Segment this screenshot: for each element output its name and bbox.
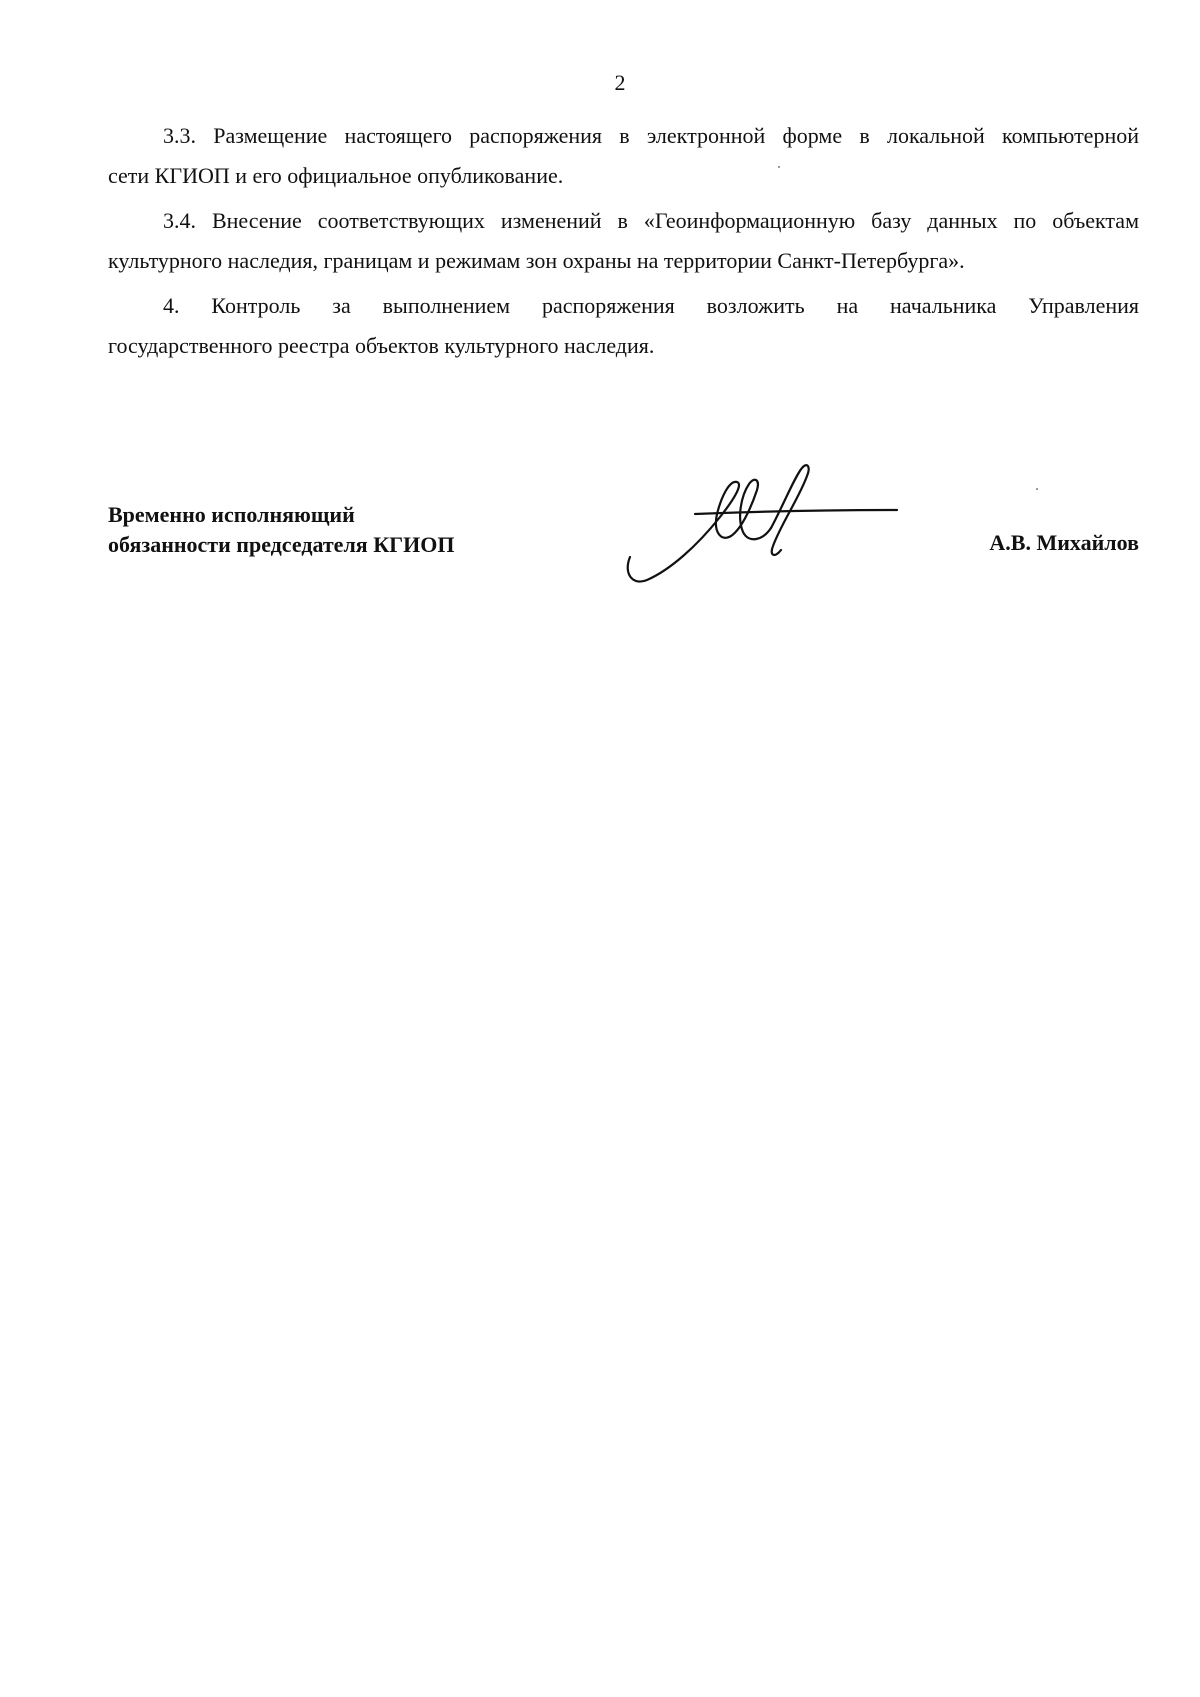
- page-number: 2: [614, 70, 626, 95]
- paragraph-4: [108, 286, 1139, 365]
- paragraph-line: государственного реестра объектов культурного наследия.: [108, 332, 655, 358]
- signatory-name: А.В. Михайлов: [989, 530, 1139, 555]
- scan-speck: [778, 166, 780, 168]
- signatory-position-line: обязанности председателя КГИОП: [108, 532, 455, 557]
- paragraph-3-4: [108, 201, 1139, 280]
- handwritten-signature: [625, 462, 915, 592]
- scan-speck: [1036, 488, 1038, 490]
- paragraph-line: сети КГИОП и его официальное опубликование.: [108, 162, 564, 188]
- paragraph-line: культурного наследия, границам и режимам зон охраны на территории Санкт-Петербурга».: [108, 247, 965, 273]
- paragraph-line: 3.4. Внесение соответствующих изменений в «Геоинформационную базу данных по объектам: [163, 208, 1139, 234]
- paragraph-line: 4. Контроль за выполнением распоряжения возложить на начальника Управления: [163, 293, 1139, 319]
- paragraph-line: 3.3. Размещение настоящего распоряжения в электронной форме в локальной компьютерной: [163, 123, 1139, 148]
- paragraph-3-3: [108, 116, 1139, 195]
- document-body: [108, 116, 1139, 372]
- signatory-position-line: Временно исполняющий: [108, 502, 355, 527]
- signatory-position: [108, 500, 454, 560]
